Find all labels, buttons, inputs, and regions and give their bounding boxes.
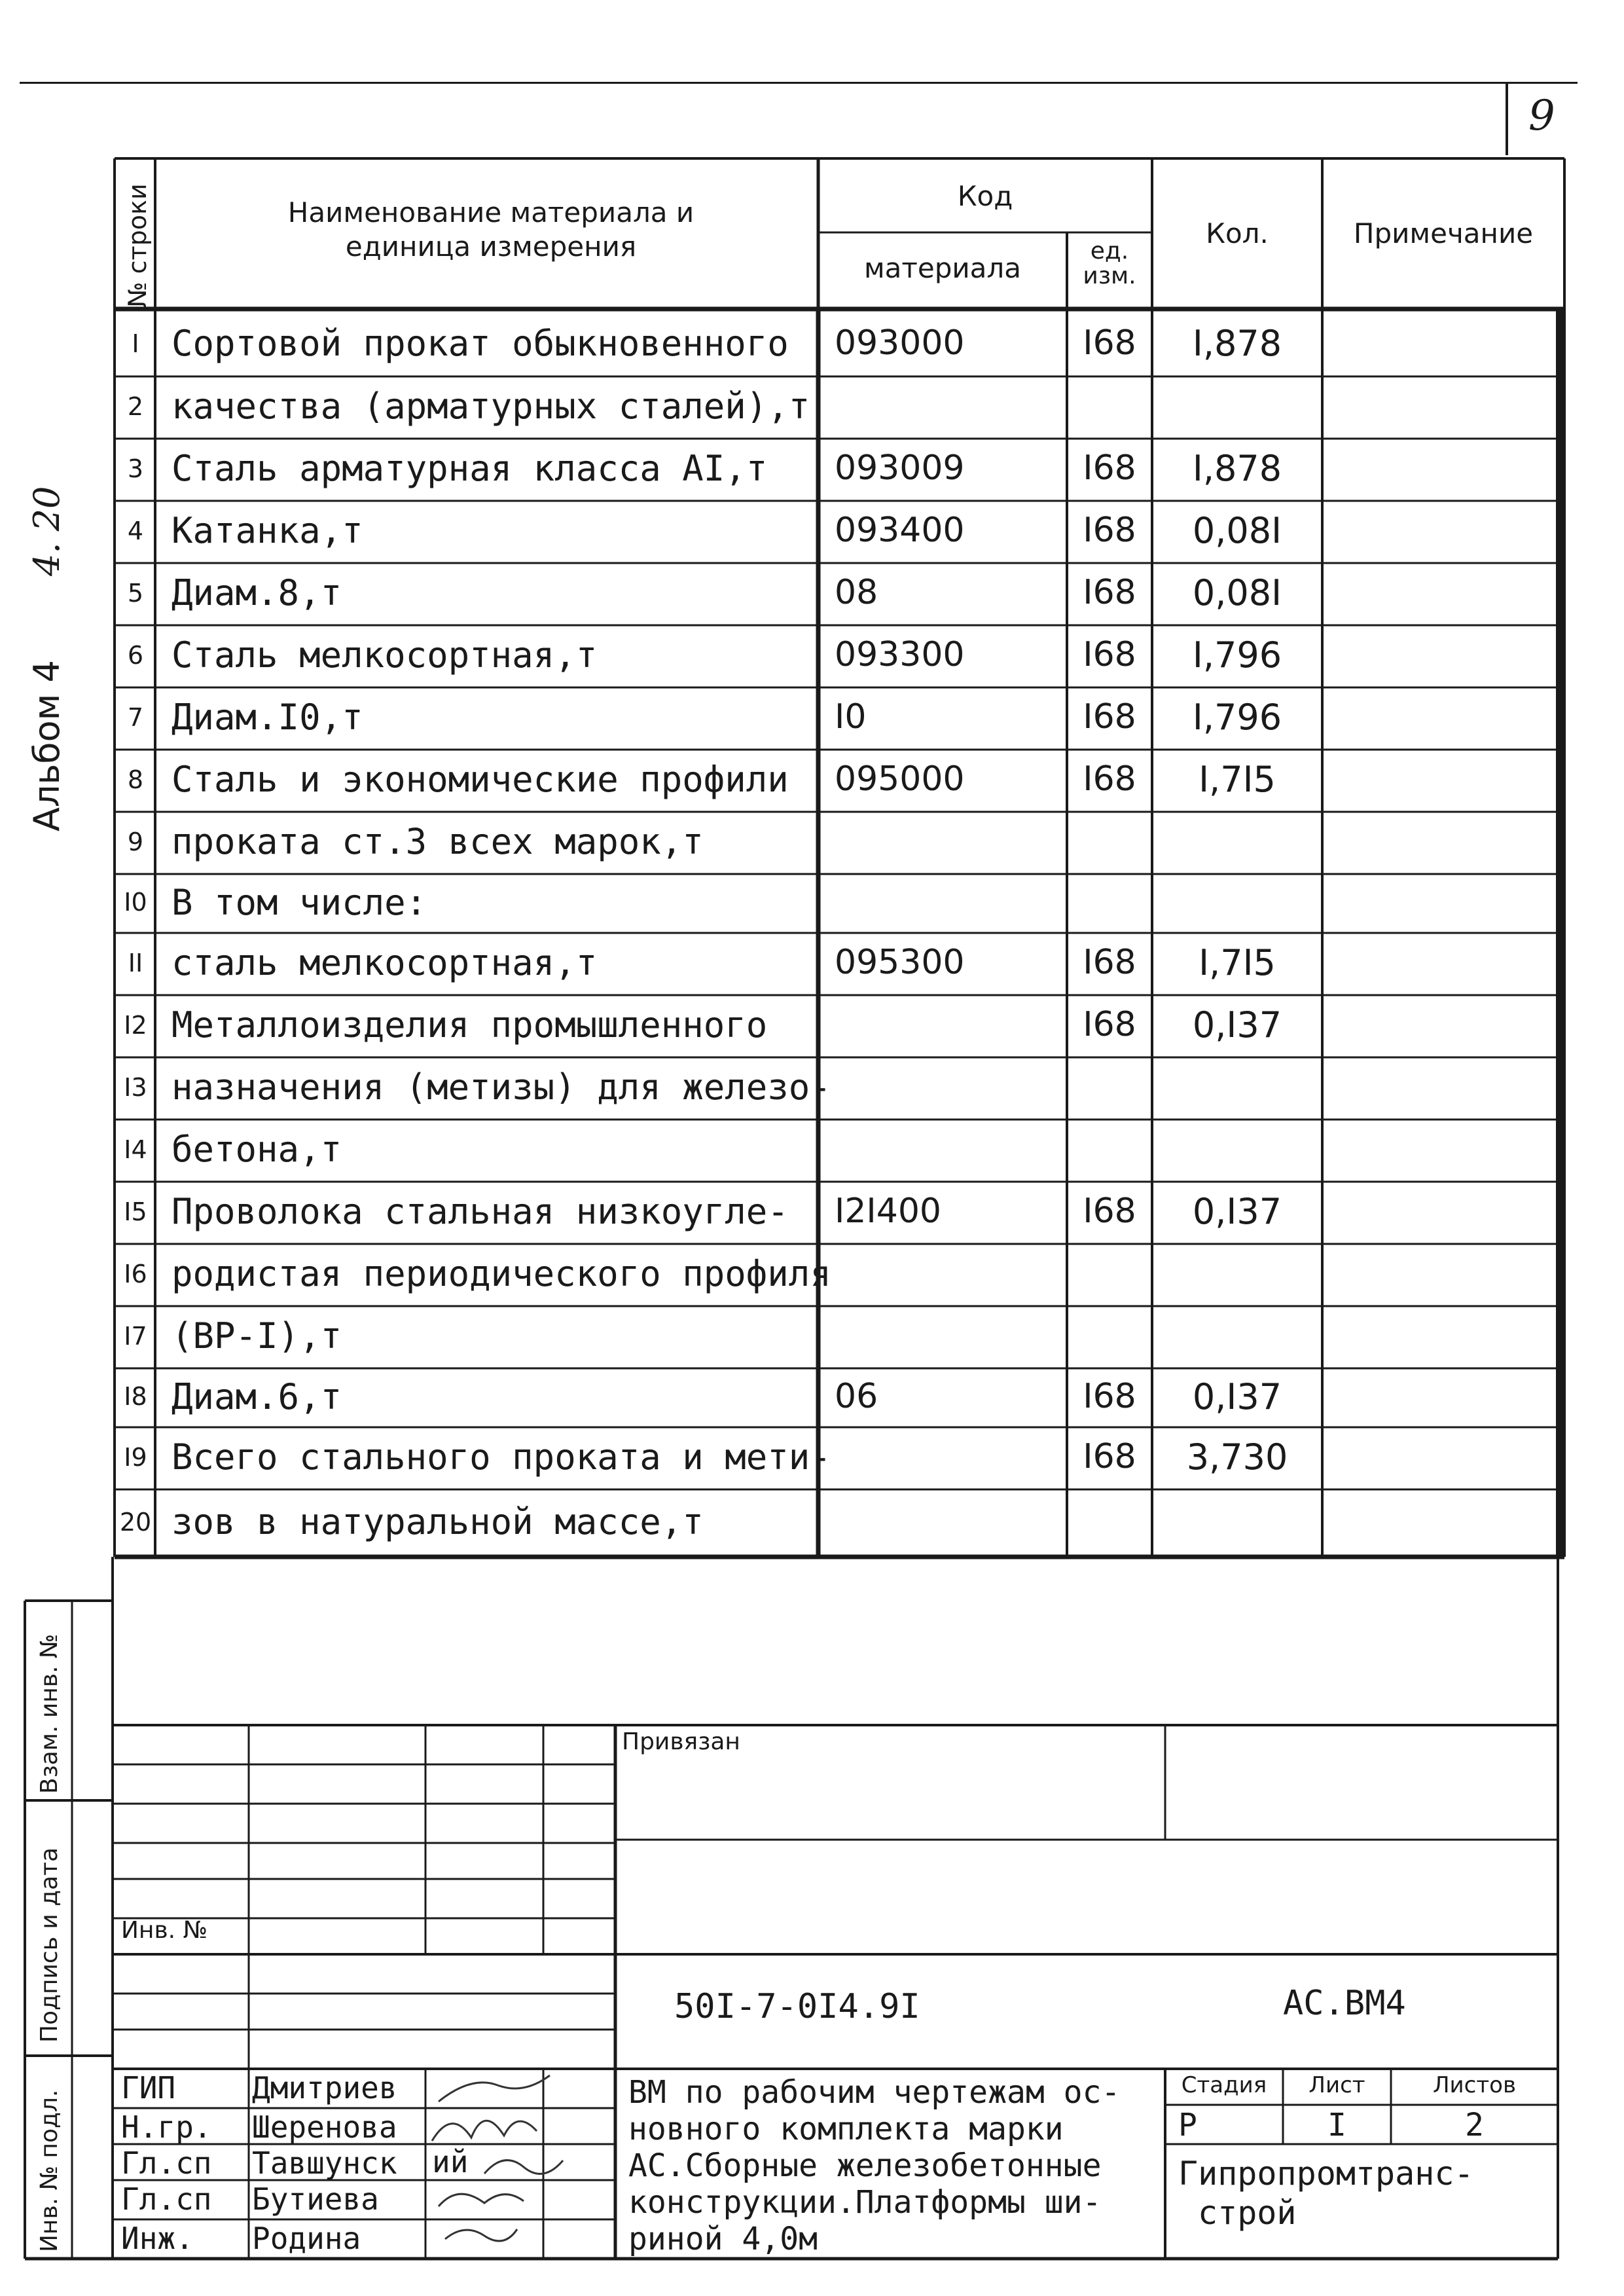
table-row-name: сталь мелкосортная,т [171,942,598,984]
table-row-unit: I68 [1083,697,1136,737]
stamp-doc-code: 50I-7-0I4.9I [674,1987,920,2026]
table-row-number: 7 [127,702,144,732]
header-name-line2: единица измерения [345,230,637,263]
header-code: Код [957,180,1013,212]
table-row-unit: I68 [1083,448,1136,488]
stamp-title-line2: новного комплекта марки [628,2111,1064,2147]
table-row-name: качества (арматурных сталей),т [171,386,810,428]
signature-5 [445,2229,517,2241]
stamp-stage-value: Р [1178,2107,1197,2143]
table-row-number: 9 [127,827,144,856]
album-label: Альбом 4 [26,660,67,831]
stamp-person-role: Гл.сп [121,2181,212,2217]
table-row-name: Диам.I0,т [171,697,363,738]
stamp-sheets-label: Листов [1432,2072,1516,2098]
table-row-code: 093000 [835,323,965,363]
stamp-title-line3: АС.Сборные железобетонные [628,2147,1102,2184]
header-name-line1: Наименование материала и [287,196,695,228]
table-row-unit: I68 [1083,1005,1136,1045]
table-row-unit: I68 [1083,1376,1136,1416]
table-row-qty: 0,I37 [1192,1191,1282,1233]
table-row-name: Сталь арматурная класса AI,т [171,448,768,490]
stamp-name-fragment: ий [432,2144,469,2179]
table-row-number: I6 [124,1259,147,1288]
signature-2 [432,2121,537,2141]
stamp-title-line5: риной 4,0м [628,2221,818,2257]
table-row-qty: I,796 [1192,634,1282,676]
table-row-number: 8 [127,765,144,794]
stamp-sheets-value: 2 [1465,2107,1484,2143]
table-row-name: зов в натуральной массе,т [171,1501,704,1543]
table-row-name: проката ст.3 всех марок,т [171,821,704,863]
stamp-stage-label: Стадия [1181,2072,1267,2098]
table-row-number: I7 [124,1321,147,1351]
table-row-name: Сталь мелкосортная,т [171,634,598,676]
table-row-qty: I,796 [1192,697,1282,738]
table-row-name: Катанка,т [171,510,363,552]
table-row-qty: 3,730 [1186,1436,1288,1478]
table-row-code: 093300 [835,635,965,675]
table-row-name: бетона,т [171,1129,342,1171]
signature-3 [484,2160,563,2174]
table-row-code: I2I400 [835,1192,942,1231]
table-row-number: 20 [119,1507,152,1537]
album-handwritten-number: 4. 20 [26,486,67,576]
table-row-number: I3 [124,1072,147,1102]
table-row-name: Проволока стальная низкоугле- [171,1191,789,1233]
signature-1 [439,2075,550,2102]
table-row-number: I0 [124,888,147,917]
stamp-organization-line1: Гипропромтранс- [1178,2155,1474,2193]
stamp-person-name: Шеренова [252,2109,397,2145]
stamp-person-name: Родина [252,2221,361,2256]
table-row-name: Сталь и экономические профили [171,759,789,801]
table-row-name: родистая периодического профиля [171,1253,831,1295]
table-row-number: 4 [127,516,144,545]
stamp-inv-no: Инв. № [121,1917,208,1944]
table-row-name: Диам.6,т [171,1376,342,1417]
header-code-unit-line1: ед. [1090,238,1129,264]
table-row-number: I [132,329,139,358]
table-row-unit: I68 [1083,759,1136,799]
table-row-unit: I68 [1083,635,1136,675]
table-row-number: I5 [124,1197,147,1226]
stamp-title-line4: конструкции.Платформы ши- [628,2184,1102,2221]
header-code-material: материала [863,252,1021,284]
stamp-person-role: ГИП [121,2070,176,2105]
stamp-sheet-label: Лист [1308,2072,1365,2098]
table-row-number: I8 [124,1382,147,1412]
table-row-code: 093009 [835,448,965,488]
header-row-number: № строки [123,183,152,308]
table-row-name: В том числе: [171,881,427,923]
table-row-name: Сортовой прокат обыкновенного [171,323,789,365]
table-row-code: 095000 [835,759,965,799]
table-row-qty: I,7I5 [1199,942,1276,984]
table-row-unit: I68 [1083,323,1136,363]
table-row-unit: I68 [1083,511,1136,551]
table-row-number: I9 [124,1442,147,1472]
stamp-person-name: Бутиева [252,2181,379,2217]
table-row-unit: I68 [1083,573,1136,613]
header-code-unit-line2: изм. [1083,263,1136,289]
stamp-person-role: Гл.сп [121,2145,212,2181]
table-row-code: 08 [835,573,878,613]
stamp-privyazan: Привязан [622,1728,740,1755]
side-label-signature-date: Подпись и дата [36,1847,63,2043]
table-row-name: назначения (метизы) для железо- [171,1066,831,1108]
stamp-sheet-value: I [1327,2107,1346,2143]
stamp-person-role: Инж. [121,2221,194,2256]
table-row-number: 3 [127,454,144,483]
stamp-person-role: Н.гр. [121,2109,212,2145]
table-row-code: 095300 [835,943,965,983]
table-row-qty: 0,08I [1192,510,1282,552]
table-row-qty: I,7I5 [1199,759,1276,801]
table-row-number: 2 [127,392,144,421]
table-row-code: 093400 [835,511,965,551]
side-label-replaced-inv: Взам. инв. № [36,1633,63,1794]
table-row-name: Всего стального проката и мети- [171,1436,831,1478]
table-row-number: 6 [127,640,144,670]
table-row-qty: 0,08I [1192,572,1282,614]
table-row-number: I4 [124,1135,147,1164]
header-quantity: Кол. [1206,217,1269,249]
table-row-name: Диам.8,т [171,572,342,614]
table-row-code: I0 [835,697,867,737]
header-note: Примечание [1353,217,1534,249]
table-row-number: I2 [124,1010,147,1040]
table-row-qty: 0,I37 [1192,1004,1282,1046]
side-label-original-inv: Инв. № подл. [36,2089,63,2252]
table-row-name: (ВР-I),т [171,1315,342,1357]
table-row-code: 06 [835,1376,878,1416]
stamp-person-name: Тавшунск [252,2145,397,2181]
signature-4 [439,2194,524,2206]
stamp-title-line1: ВМ по рабочим чертежам ос- [628,2074,1121,2111]
stamp-organization-line2: строй [1198,2194,1297,2232]
signature-scribbles [432,2075,563,2241]
stamp-doc-mark: АС.ВМ4 [1283,1984,1406,2023]
table-row-unit: I68 [1083,943,1136,983]
page-number: 9 [1528,92,1555,140]
table-row-qty: I,878 [1192,448,1282,490]
stamp-person-name: Дмитриев [252,2070,397,2105]
table-row-qty: 0,I37 [1192,1376,1282,1417]
table-row-number: 5 [127,578,144,608]
table-row-unit: I68 [1083,1437,1136,1477]
table-row-number: II [128,948,143,977]
table-row-qty: I,878 [1192,323,1282,365]
table-row-unit: I68 [1083,1192,1136,1231]
table-row-name: Металлоизделия промышленного [171,1004,768,1046]
